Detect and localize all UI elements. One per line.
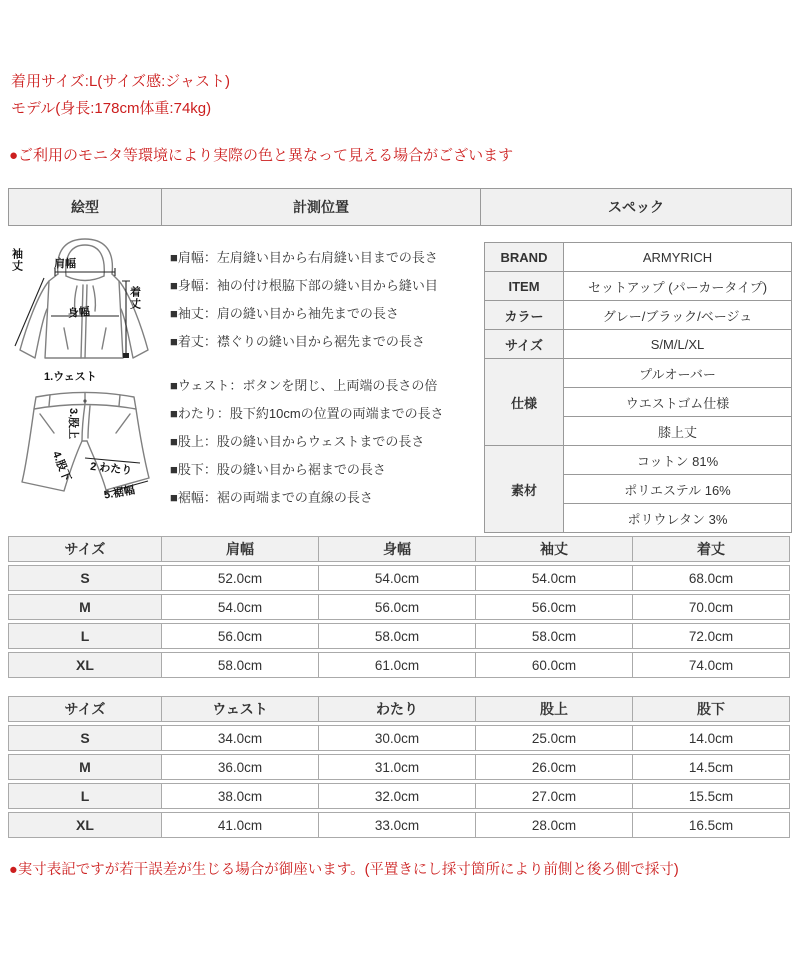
spec-feature-value: プルオーバー [564,359,792,388]
table-cell: L [9,784,161,808]
table-header-cell: 肩幅 [161,537,318,561]
table-row [8,652,790,678]
shorts-rise-label: 3.股上 [67,408,79,440]
spec-column [484,232,792,533]
table-header-cell: 袖丈 [475,537,632,561]
table-cell: 56.0cm [475,595,632,619]
table-header-row [8,536,790,562]
table-cell: 34.0cm [161,726,318,750]
table-cell: 70.0cm [632,595,789,619]
table-cell: 61.0cm [318,653,475,677]
table-cell: 32.0cm [318,784,475,808]
table-cell: 33.0cm [318,813,475,837]
table-cell: 56.0cm [318,595,475,619]
table-cell: 30.0cm [318,726,475,750]
table-cell: 36.0cm [161,755,318,779]
spec-material-label: 素材 [485,446,564,533]
spec-item-label: ITEM [485,272,564,301]
spec-feature-label: 仕様 [485,359,564,446]
table-row [8,754,790,780]
column-header-drawing: 絵型 [71,199,99,215]
table-cell: 15.5cm [632,784,789,808]
table-cell: 60.0cm [475,653,632,677]
table-header-cell: サイズ [9,537,161,561]
measure-note: ■股上：股の縫い目からウェストまでの長さ [170,434,425,449]
measure-note: ■着丈：襟ぐりの縫い目から裾先までの長さ [170,334,425,349]
table-cell: 56.0cm [161,624,318,648]
table-cell: 16.5cm [632,813,789,837]
measure-note: ■わたり：股下約10cmの位置の両端までの長さ [170,406,444,421]
measure-note: ■袖丈：肩の縫い目から袖先までの長さ [170,306,399,321]
diagram-column [8,232,164,533]
spec-item-value: セットアップ (パーカータイプ) [564,272,792,301]
measurement-tolerance-note: ●実寸表記ですが若干誤差が生じる場合が御座います。(平置きにし採寸箇所により前側と後ろ側で採寸) [9,862,679,878]
shorts-thigh-label: 2 わたり [89,460,133,478]
table-header-cell: サイズ [9,697,161,721]
shorts-hem-label: 5.裾幅 [103,484,136,502]
spec-table [484,242,792,533]
table-cell: M [9,595,161,619]
table-cell: L [9,624,161,648]
spec-size-label: サイズ [485,330,564,359]
bottoms-size-table [8,696,790,841]
table-row [8,812,790,838]
column-header-spec: スペック [480,189,791,225]
hoodie-body-width-label: 身幅 [67,305,91,321]
table-cell: 58.0cm [475,624,632,648]
shorts-line-art-image [8,370,163,508]
hoodie-length-label: 着丈 [128,286,141,310]
table-header-cell: わたり [318,697,475,721]
table-row [485,330,792,359]
spec-feature-value: ウエストゴム仕様 [564,388,792,417]
table-row [485,359,792,388]
table-cell: 74.0cm [632,653,789,677]
content-row [8,232,792,533]
table-header-cell: 身幅 [318,537,475,561]
spec-color-value: グレー/ブラック/ベージュ [564,301,792,330]
measure-note: ■ウェスト：ボタンを閉じ、上両端の長さの倍 [170,378,438,393]
table-cell: 31.0cm [318,755,475,779]
table-header-row [8,696,790,722]
table-cell: 41.0cm [161,813,318,837]
table-cell: 38.0cm [161,784,318,808]
column-header-measure-position: 計測位置 [161,189,480,225]
hoodie-sleeve-length-label: 袖丈 [10,248,23,272]
table-cell: XL [9,813,161,837]
table-header-cell: ウェスト [161,697,318,721]
wearing-size-note: 着用サイズ:L(サイズ感:ジャスト) [11,73,230,90]
table-cell: 54.0cm [161,595,318,619]
table-cell: S [9,566,161,590]
table-row [485,272,792,301]
measure-description-column [164,232,484,533]
section-header-row [8,188,792,226]
tops-size-table [8,536,790,681]
measure-note: ■股下：股の縫い目から裾までの長さ [170,462,386,477]
table-row [8,783,790,809]
spec-brand-label: BRAND [485,243,564,272]
table-row [485,243,792,272]
spec-material-value: ポリウレタン 3% [564,504,792,533]
table-cell: XL [9,653,161,677]
table-row [485,446,792,475]
spec-brand-value: ARMYRICH [564,243,792,272]
table-cell: 25.0cm [475,726,632,750]
table-row [8,594,790,620]
table-cell: 27.0cm [475,784,632,808]
table-cell: 26.0cm [475,755,632,779]
table-header-cell: 着丈 [632,537,789,561]
table-cell: 58.0cm [318,624,475,648]
measure-note: ■身幅：袖の付け根脇下部の縫い目から縫い目 [170,278,438,293]
shorts-waist-label: 1.ウェスト [44,371,97,383]
table-cell: 72.0cm [632,624,789,648]
table-header-cell: 股下 [632,697,789,721]
table-row [8,725,790,751]
shorts-diagram [8,370,163,508]
measure-notes-bottom [170,372,484,512]
table-cell: S [9,726,161,750]
shorts-inseam-label: 4.股下 [49,449,73,484]
table-cell: 14.0cm [632,726,789,750]
measure-notes-top [170,244,484,356]
monitor-color-note: ●ご利用のモニタ等環境により実際の色と異なって見える場合がございます [9,147,514,164]
spec-material-value: コットン 81% [564,446,792,475]
hoodie-diagram [8,232,163,370]
measure-note: ■肩幅：左肩縫い目から右肩縫い目までの長さ [170,250,438,265]
table-cell: 68.0cm [632,566,789,590]
table-row [8,623,790,649]
table-cell: 14.5cm [632,755,789,779]
measure-note: ■裾幅：裾の両端までの直線の長さ [170,490,373,505]
spec-material-value: ポリエステル 16% [564,475,792,504]
hoodie-shoulder-width-label: 肩幅 [54,258,76,270]
table-cell: 54.0cm [318,566,475,590]
table-cell: 52.0cm [161,566,318,590]
wearing-info [11,68,230,122]
table-row [485,301,792,330]
spec-size-value: S/M/L/XL [564,330,792,359]
table-row [8,565,790,591]
spec-color-label: カラー [485,301,564,330]
table-cell: M [9,755,161,779]
spec-feature-value: 膝上丈 [564,417,792,446]
table-cell: 28.0cm [475,813,632,837]
table-header-cell: 股上 [475,697,632,721]
table-cell: 58.0cm [161,653,318,677]
table-cell: 54.0cm [475,566,632,590]
model-info-note: モデル(身長:178cm体重:74kg) [11,100,212,117]
